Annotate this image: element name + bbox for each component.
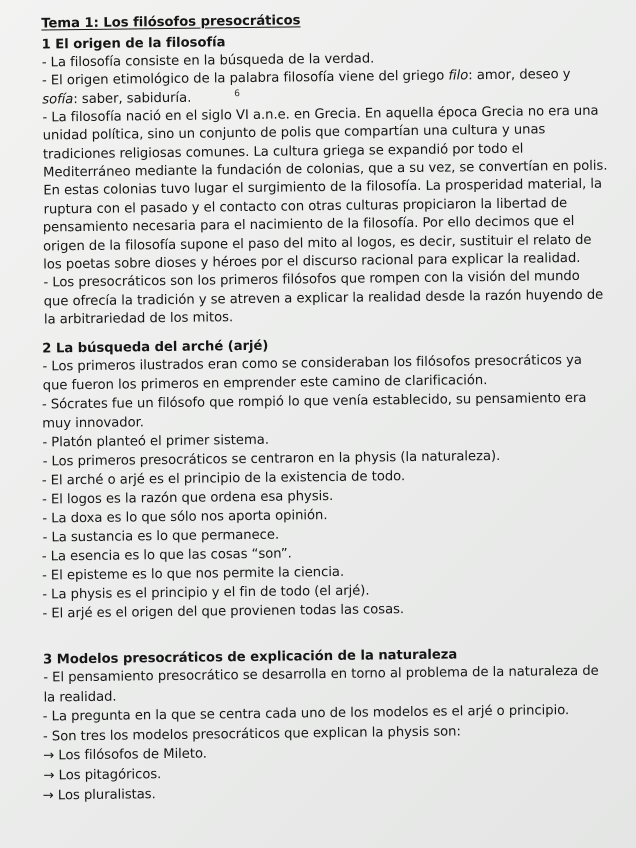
body-line: origen de la filosofía supone el paso del mito al logos, es decir, sustituir el relato de: [42, 232, 592, 254]
body-line: - La pregunta en la que se centra cada uno de los modelos es el arjé o principio.: [42, 703, 570, 725]
body-line: pensamiento necesaria para el nacimiento de la filosofía. Por ello decimos que el: [42, 214, 575, 236]
body-line: la realidad.: [43, 689, 117, 706]
body-line: - La sustancia es lo que permanece.: [42, 527, 280, 546]
section-heading: 3 Modelos presocráticos de explicación de la naturaleza: [42, 647, 458, 668]
body-line: - El episteme es lo que nos permite la ciencia.: [41, 564, 345, 584]
body-line: la arbitrariedad de los mitos.: [43, 310, 234, 328]
body-line: - Los primeros ilustrados eran como se consideraban los filósofos presocráticos ya: [42, 352, 582, 375]
body-line: - La doxa es lo que sólo nos aporta opinión.: [42, 508, 328, 527]
body-line: En estas colonias tuvo lugar el surgimiento de la filosofía. La prosperidad material, la: [43, 177, 603, 199]
text-run: - El origen etimológico de la palabra filosofía viene del griego: [41, 68, 449, 89]
body-line: - El arjé es el origen del que provienen todas las cosas.: [42, 602, 405, 622]
body-line: - La physis es el principio y el fin de todo (el arjé).: [42, 583, 370, 603]
body-line: ruptura con el pasado y el contacto con otras culturas propiciaron la libertad de: [43, 195, 568, 218]
document-title: Tema 1: Los filósofos presocráticos: [41, 13, 301, 32]
body-line: que ofrecía la tradición y se atreven a explicar la realidad desde la razón huyendo de: [43, 287, 604, 310]
body-line: - El logos es la razón que ordena esa physis.: [42, 488, 334, 508]
section-heading: 2 La búsqueda del arché (arjé): [42, 338, 269, 357]
body-line: → Los pluralistas.: [42, 786, 156, 804]
body-line: muy innovador.: [42, 415, 144, 432]
body-line: unidad política, sino un conjunto de polis que compartían una cultura y unas: [42, 122, 546, 144]
section-heading: 1 El origen de la filosofía: [41, 35, 226, 53]
body-line: → Los filósofos de Mileto.: [43, 746, 207, 764]
body-line: - El arché o arjé es el principio de la existencia de todo.: [41, 469, 406, 489]
body-line: - El pensamiento presocrático se desarrolla en torno al problema de la naturaleza de: [43, 663, 599, 686]
body-line: - Platón planteó el primer sistema.: [42, 432, 270, 451]
text-run: : saber, sabiduría.: [73, 90, 192, 107]
body-line: → Los pitagóricos.: [43, 767, 162, 784]
body-line: - La filosofía nació en el siglo VI a.n.e. en Grecia. En aquella época Grecia no era una: [42, 103, 599, 126]
italic-term: sofía: [42, 91, 74, 108]
handwritten-mark: 6: [234, 89, 240, 100]
body-line: - Sócrates fue un filósofo que rompió lo que venía establecido, su pensamiento era: [41, 390, 587, 413]
body-line: Mediterráneo mediante la fundación de colonias, que a su vez, se convertían en polis.: [43, 158, 608, 181]
body-line: que fueron los primeros en emprender este camino de clarificación.: [42, 373, 488, 394]
body-line: tradiciones religiosas comunes. La cultura griega se expandió por todo el: [42, 141, 524, 163]
italic-term: filo: [448, 68, 469, 84]
body-line: [42, 89, 191, 109]
body-line: - La esencia es lo que las cosas “son”.: [41, 546, 292, 565]
body-line: los poetas sobre dioses y héroes por el discurso racional para explicar la realidad.: [43, 250, 581, 273]
body-line: - Son tres los modelos presocráticos que explican la physis son:: [42, 724, 461, 745]
body-line: - Los primeros presocráticos se centraron en la physis (la naturaleza).: [42, 448, 501, 470]
text-run: : amor, deseo y: [468, 67, 571, 84]
body-line: - Los presocráticos son los primeros filósofos que rompen con la visión del mundo: [43, 269, 580, 291]
body-line: - La filosofía consiste en la búsqueda de la verdad.: [41, 51, 375, 71]
